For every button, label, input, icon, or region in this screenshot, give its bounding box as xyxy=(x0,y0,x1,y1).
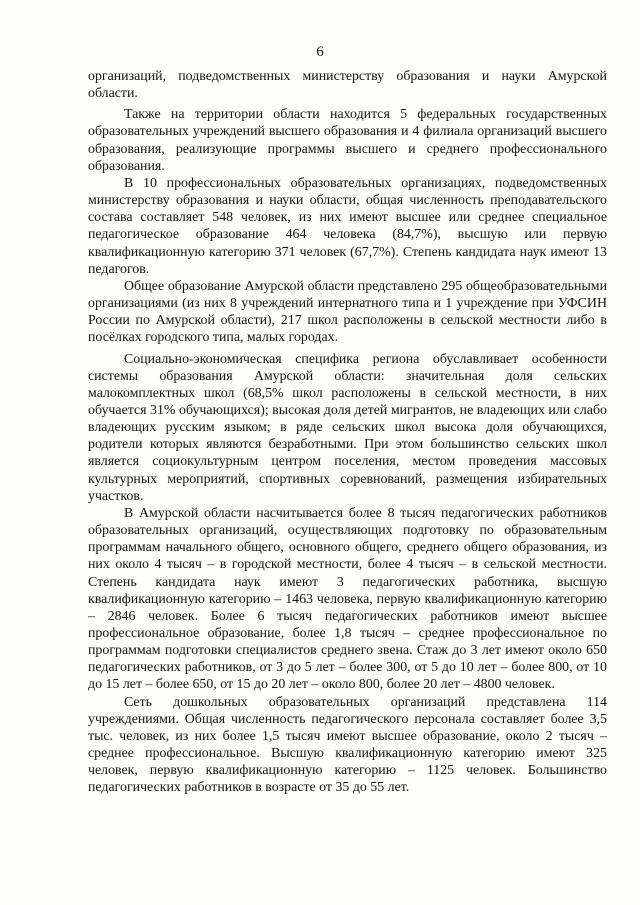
paragraph-socioeconomic-specifics: Социально-экономическая специфика региона обуславливает особенности системы образования Амурской области: значительная доля сельских малокомплектных школ (68,5% школ расположены в сельской местности, в них обучается 31% обучающихся); высокая доля детей мигрантов, не владеющих или слабо владеющих русским языком; в ряде сельских школ высока доля обучающихся, родители которых являются безработными. При этом большинство сельских школ является социокультурным центром поселения, местом проведения массовых культурных мероприятий, спортивных соревнований, размещения избирательных участков. xyxy=(88,351,607,504)
paragraph-general-education: Общее образование Амурской области представлено 295 общеобразовательными организациями (из них 8 учреждений интернатного типа и 1 учреждение при УФСИН России по Амурской области), 217 школ расположены в сельской местности либо в посёлках городского типа, малых городах. xyxy=(88,278,607,346)
paragraph-continuation: организаций, подведомственных министерству образования и науки Амурской области. xyxy=(88,69,607,102)
document-body xyxy=(88,68,607,797)
paragraph-professional-organizations: В 10 профессиональных образовательных организациях, подведомственных министерству образования и науки области, общая численность преподавательского состава составляет 548 человек, из них имеют высшее или среднее специальное педагогическое образование 464 человека (84,7%), высшую или первую квалификационную категорию 371 человек (67,7%). Степень кандидата наук имеют 13 педагогов. xyxy=(88,175,607,277)
paragraph-preschool-network: Сеть дошкольных образовательных организаций представлена 114 учреждениями. Общая численность педагогического персонала составляет более 3,5 тыс. человек, из них более 1,5 тысяч имеют высшее образование, около 2 тысяч – среднее профессиональное. Высшую квалификационную категорию имеют 325 человек, первую квалификационную категорию – 1125 человек. Большинство педагогических работников в возрасте от 35 до 55 лет. xyxy=(88,694,607,796)
paragraph-federal-institutions: Также на территории области находится 5 федеральных государственных образовательных учреждений высшего образования и 4 филиала организаций высшего образования, реализующие программы высшего и среднего профессионального образования. xyxy=(88,107,607,174)
page-number: 6 xyxy=(316,44,324,60)
paragraph-teaching-staff: В Амурской области насчитывается более 8 тысяч педагогических работников образовательных организаций, осуществляющих подготовку по образовательным программам начального общего, основного общего, среднего общего образования, из них около 4 тысяч – в городской местности, более 4 тысяч – в сельской местности. Степень кандидата наук имеют 3 педагогических работника, высшую квалификационную категорию – 1463 человека, первую квалификационную категорию – 2846 человек. Более 6 тысяч педагогических работников имеют высшее профессиональное образование, более 1,8 тысяч – среднее профессиональное по программам подготовки специалистов среднего звена. Стаж до 3 лет имеют около 650 педагогических работников, от 3 до 5 лет – более 300, от 5 до 10 лет – более 800, от 10 до 15 лет – более 650, от 15 до 20 лет – около 800, более 20 лет – 4800 человек. xyxy=(88,505,607,693)
